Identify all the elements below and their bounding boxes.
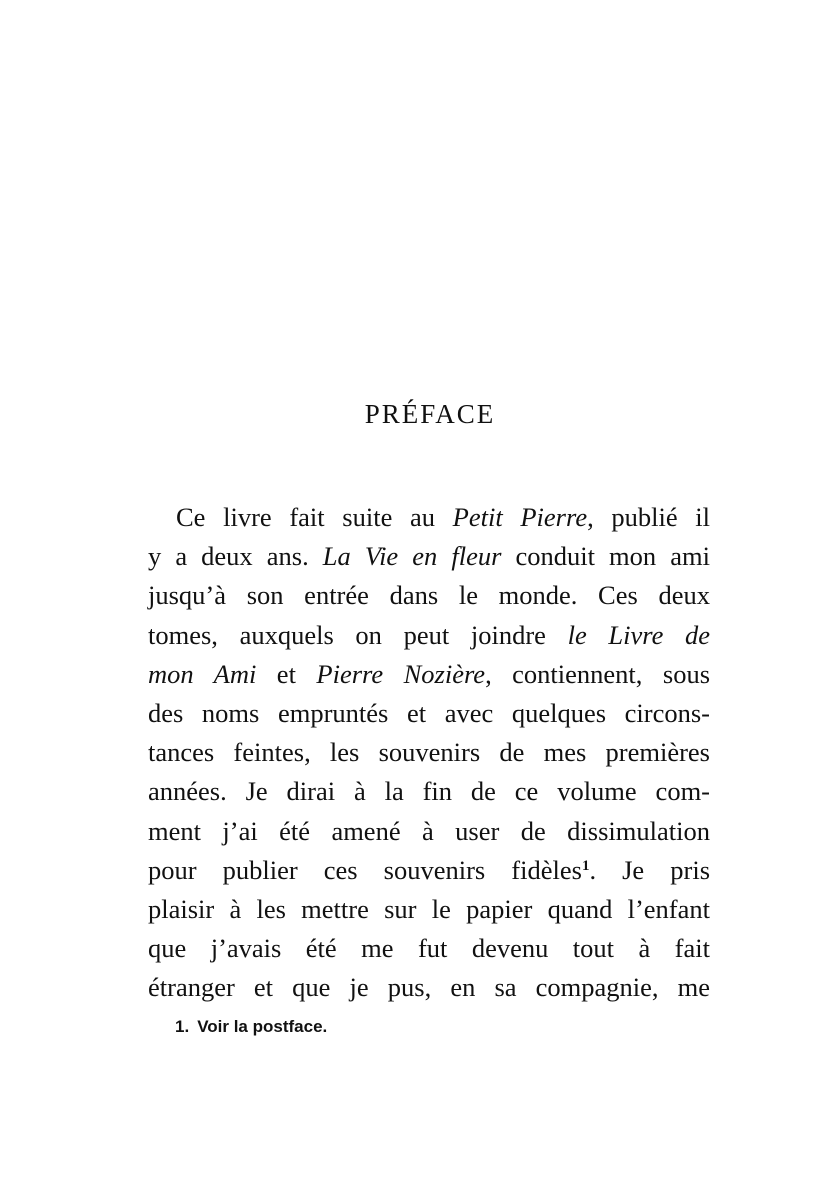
- book-title-livre-de-mon-ami: le Livre de: [567, 619, 710, 650]
- book-title-mon-ami: mon Ami: [148, 658, 257, 689]
- text-line: y a deux ans. La Vie en fleur conduit mon ami: [148, 541, 710, 572]
- text-line: tances feintes, les souvenirs de mes premières: [148, 737, 710, 768]
- text-line: des noms empruntés et avec quelques circons-: [148, 697, 710, 728]
- text-line: tomes, auxquels on peut joindre le Livre de: [148, 619, 710, 650]
- text-line: que j’avais été me fut devenu tout à fait: [148, 933, 710, 964]
- preface-text: [148, 498, 710, 1007]
- text-line: Ce livre fait suite au Petit Pierre, publié il: [176, 502, 710, 532]
- text-line: plaisir à les mettre sur le papier quand l’enfant: [148, 893, 710, 924]
- book-title-pierre-noziere: Pierre Nozière: [316, 658, 486, 689]
- footnote: [175, 1015, 327, 1039]
- text-line: mon Ami et Pierre Nozière, contiennent, sous: [148, 658, 711, 689]
- footnote-number: 1.: [175, 1017, 190, 1036]
- book-title-vie-en-fleur: La Vie en fleur: [322, 541, 502, 572]
- text-line: pour publier ces souvenirs fidèles$^1$. Je pris: [148, 854, 711, 885]
- text-line: années. Je dirai à la fin de ce volume com-: [148, 776, 710, 807]
- text-line: étranger et que je pus, en sa compagnie, me: [148, 972, 710, 1003]
- text-line: ment j’ai été amené à user de dissimulation: [148, 815, 710, 846]
- chapter-title: PRÉFACE: [364, 399, 496, 429]
- book-title-petit-pierre: Petit Pierre: [452, 502, 588, 532]
- text-line: jusqu’à son entrée dans le monde. Ces deux: [148, 580, 710, 611]
- footnote-text: Voir la postface.: [197, 1017, 328, 1036]
- footnote-marker: 1: [581, 857, 590, 874]
